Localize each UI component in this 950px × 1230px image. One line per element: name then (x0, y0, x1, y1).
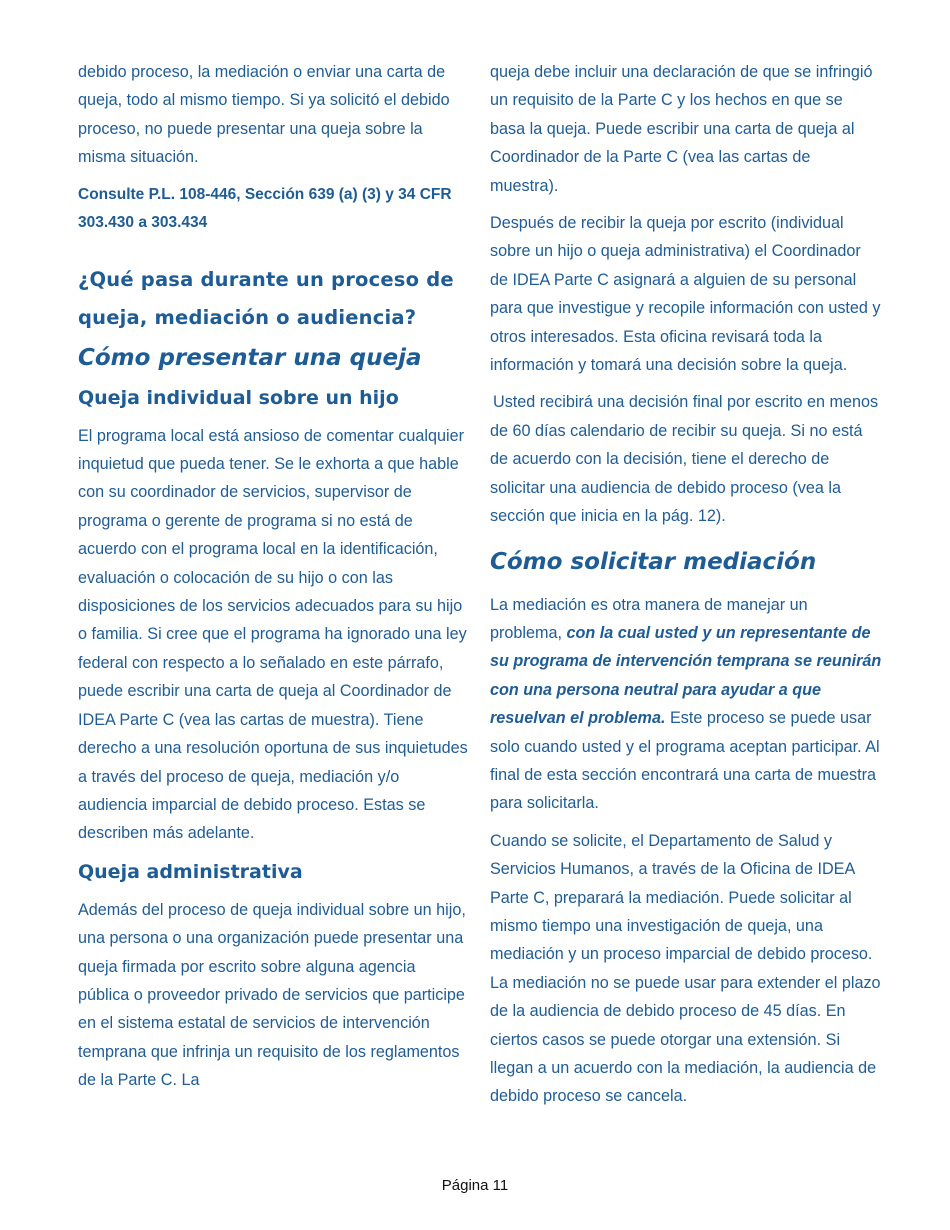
intro-paragraph: debido proceso, la mediación o enviar una carta de queja, todo al mismo tiempo. Si ya solicitó el debido proceso, no puede presentar una queja sobre la misma situación. (78, 63, 450, 167)
individual-complaint-subheading: Queja individual sobre un hijo (78, 386, 399, 409)
question-heading: ¿Qué pasa durante un proceso de queja, mediación o audiencia? (78, 267, 454, 329)
individual-complaint-paragraph: El programa local está ansioso de comentar cualquier inquietud que pueda tener. Se le exhorta a que hable con su coordinador de servicios, supervisor de programa o gerente de programa si no está de acuerdo con el programa local en la identificación, evaluación o colocación de su hijo o con las disposiciones de los servicios adecuados para su hijo o familia. Si cree que el programa ha ignorado una ley federal con respecto a lo señalado en este párrafo, puede escribir una carta de queja al Coordinador de IDEA Parte C (vea las cartas de muestra). Tiene derecho a una resolución oportuna de sus inquietudes a través del proceso de queja, mediación y/o audiencia imparcial de debido proceso. Estas se describen más adelante. (78, 426, 468, 843)
left-column (78, 58, 468, 1104)
legal-reference: Consulte P.L. 108-446, Sección 639 (a) (3) y 34 CFR 303.430 a 303.434 (78, 185, 452, 231)
right-column (490, 58, 882, 1120)
continued-paragraph: queja debe incluir una declaración de que se infringió un requisito de la Parte C y los hechos en que se basa la queja. Puede escribir una carta de queja al Coordinador de la Parte C (vea las cartas de muestra). (490, 63, 873, 195)
mediation-intro-start: La mediación es otra manera de manejar un problema, (490, 595, 808, 642)
investigation-paragraph: Después de recibir la queja por escrito (individual sobre un hijo o queja administrativa) el Coordinador de IDEA Parte C asignará a alguien de su personal para que investigue y recopile información con usted y otros interesados. Esta oficina revisará toda la información y tomará una decisión sobre la queja. (490, 214, 881, 375)
mediation-intro-emphasis: con la cual usted y un representante de su programa de intervención temprana se reunirán con una persona neutral para ayudar a que resuelvan el problema. (490, 623, 882, 728)
decision-paragraph: Usted recibirá una decisión final por escrito en menos de 60 días calendario de recibir su queja. Si no está de acuerdo con la decisión, tiene el derecho de solicitar una audiencia de debido proceso (vea la sección que inicia en la pág. 12). (490, 393, 879, 526)
mediation-intro-paragraph (490, 591, 882, 818)
mediation-section-heading: Cómo solicitar mediación (490, 548, 817, 575)
administrative-complaint-subheading: Queja administrativa (78, 860, 303, 883)
complaint-section-heading: Cómo presentar una queja (78, 344, 422, 371)
mediation-request-paragraph: Cuando se solicite, el Departamento de Salud y Servicios Humanos, a través de la Oficina de IDEA Parte C, preparará la mediación. Puede solicitar al mismo tiempo una investigación de queja, una mediación y un proceso imparcial de debido proceso. La mediación no se puede usar para extender el plazo de la audiencia de debido proceso de 45 días. En ciertos casos se puede otorgar una extensión. Si llegan a un acuerdo con la mediación, la audiencia de debido proceso se cancela. (490, 831, 881, 1106)
page-number: Página 11 (441, 1177, 509, 1194)
administrative-complaint-paragraph: Además del proceso de queja individual sobre un hijo, una persona o una organización puede presentar una queja firmada por escrito sobre alguna agencia pública o proveedor privado de servicios que participe en el sistema estatal de servicios de intervención temprana que infrinja un requisito de los reglamentos de la Parte C. La (78, 900, 466, 1090)
mediation-intro-end: Este proceso se puede usar solo cuando usted y el programa aceptan participar. Al final de esta sección encontrará una carta de muestra para solicitarla. (490, 709, 880, 813)
